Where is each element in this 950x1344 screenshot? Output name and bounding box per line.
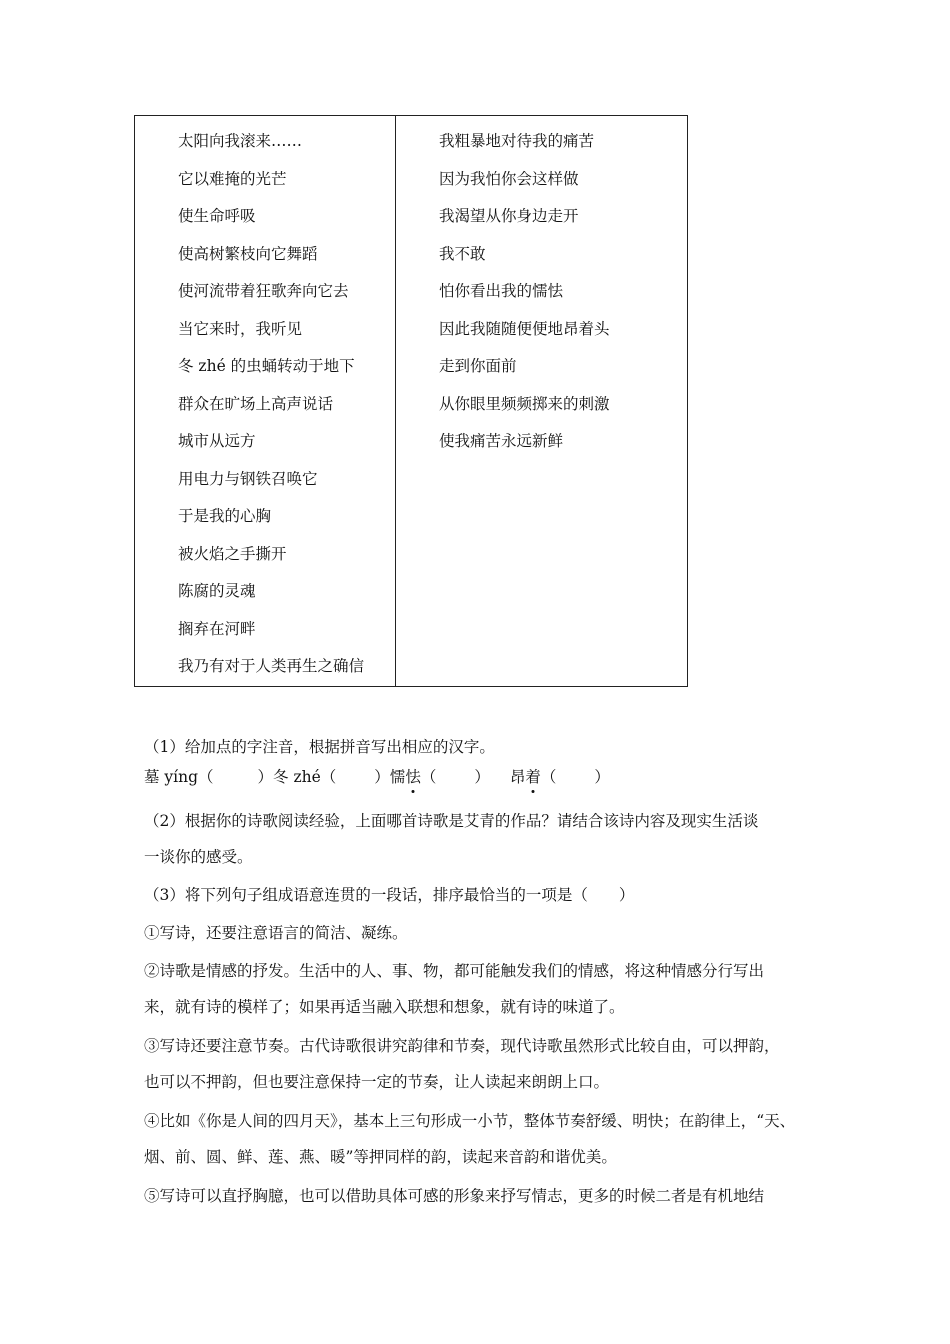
answer-segment: （ bbox=[420, 768, 437, 786]
poem-line: 当它来时，我听见 bbox=[178, 319, 303, 338]
dotted-character: 着 bbox=[525, 768, 541, 786]
sentence-4: ④比如《你是人间的四月天》，基本上三句形成一小节，整体节奏舒缓、明快；在韵律上，“天、 bbox=[144, 1112, 796, 1130]
answer-segment: （ bbox=[540, 768, 557, 786]
poem-line: 从你眼里频频掷来的刺激 bbox=[439, 394, 610, 413]
poem-line: 我乃有对于人类再生之确信 bbox=[178, 657, 365, 675]
poem-line: 冬 zhé 的虫蛹转动于地下 bbox=[178, 357, 355, 375]
poem-line: 陈腐的灵魂 bbox=[178, 582, 256, 600]
poem-line: 我粗暴地对待我的痛苦 bbox=[439, 132, 595, 150]
poem-line: 群众在旷场上高声说话 bbox=[178, 394, 334, 413]
dotted-character: 怯 bbox=[405, 768, 421, 786]
answer-segment: 墓 yíng（ bbox=[144, 768, 214, 786]
sentence-2: ②诗歌是情感的抒发。生活中的人、事、物，都可能触发我们的情感，将这种情感分行写出 bbox=[144, 962, 765, 980]
sentence-3-cont: 也可以不押韵，但也要注意保持一定的节奏，让人读起来朗朗上口。 bbox=[144, 1073, 610, 1091]
sentence-1: ①写诗，还要注意语言的简洁、凝练。 bbox=[144, 924, 408, 942]
poem-line: 我不敢 bbox=[439, 244, 486, 263]
poem-line: 城市从远方 bbox=[178, 432, 256, 450]
poem-line: 使我痛苦永远新鲜 bbox=[439, 432, 564, 450]
sentence-2-cont: 来，就有诗的模样了；如果再适当融入联想和想象，就有诗的味道了。 bbox=[144, 998, 625, 1016]
poem-line: 使高树繁枝向它舞蹈 bbox=[178, 244, 318, 263]
sentence-3: ③写诗还要注意节奏。古代诗歌很讲究韵律和节奏，现代诗歌虽然形式比较自由，可以押韵， bbox=[144, 1037, 780, 1055]
question-3-title: （3）将下列句子组成语意连贯的一段话，排序最恰当的一项是（ ） bbox=[144, 886, 635, 904]
answer-segment: ）冬 zhé（ bbox=[257, 768, 337, 786]
poem-line: 搁弃在河畔 bbox=[178, 619, 256, 638]
sentence-4-cont: 烟、前、圆、鲜、莲、燕、暖”等押同样的韵，读起来音韵和谐优美。 bbox=[144, 1148, 617, 1166]
poem-line: 因此我随随便便地昂着头 bbox=[439, 319, 610, 338]
poem-line: 用电力与钢铁召唤它 bbox=[178, 469, 318, 488]
poem-table bbox=[134, 115, 688, 687]
table-divider bbox=[395, 116, 396, 686]
answer-segment: ） bbox=[474, 768, 490, 786]
poem-line: 我渴望从你身边走开 bbox=[439, 207, 579, 225]
poem-line: 怕你看出我的懦怯 bbox=[439, 282, 564, 300]
answer-segment: ） bbox=[594, 768, 610, 786]
poem-line: 它以难掩的光芒 bbox=[178, 169, 287, 188]
poem-line: 使河流带着狂歌奔向它去 bbox=[178, 282, 349, 300]
question-2-line1: （2）根据你的诗歌阅读经验，上面哪首诗歌是艾青的作品？请结合该诗内容及现实生活谈 bbox=[144, 812, 759, 830]
poem-line: 使生命呼吸 bbox=[178, 207, 256, 225]
answer-segment: 昂 bbox=[509, 768, 526, 786]
poem-right-column bbox=[439, 116, 610, 461]
poem-line: 走到你面前 bbox=[439, 357, 517, 375]
question-1-title: （1）给加点的字注音，根据拼音写出相应的汉字。 bbox=[144, 738, 495, 756]
question-1-answers bbox=[144, 767, 824, 787]
question-2-line2: 一谈你的感受。 bbox=[144, 848, 253, 866]
sentence-5: ⑤写诗可以直抒胸臆，也可以借助具体可感的形象来抒写情志，更多的时候二者是有机地结 bbox=[144, 1187, 765, 1205]
poem-line: 被火焰之手撕开 bbox=[178, 544, 287, 563]
poem-line: 因为我怕你会这样做 bbox=[439, 169, 579, 188]
answer-segment: ）懦 bbox=[374, 768, 406, 786]
poem-line: 太阳向我滚来…… bbox=[178, 132, 303, 150]
poem-left-column bbox=[178, 116, 364, 686]
poem-line: 于是我的心胸 bbox=[178, 507, 272, 525]
